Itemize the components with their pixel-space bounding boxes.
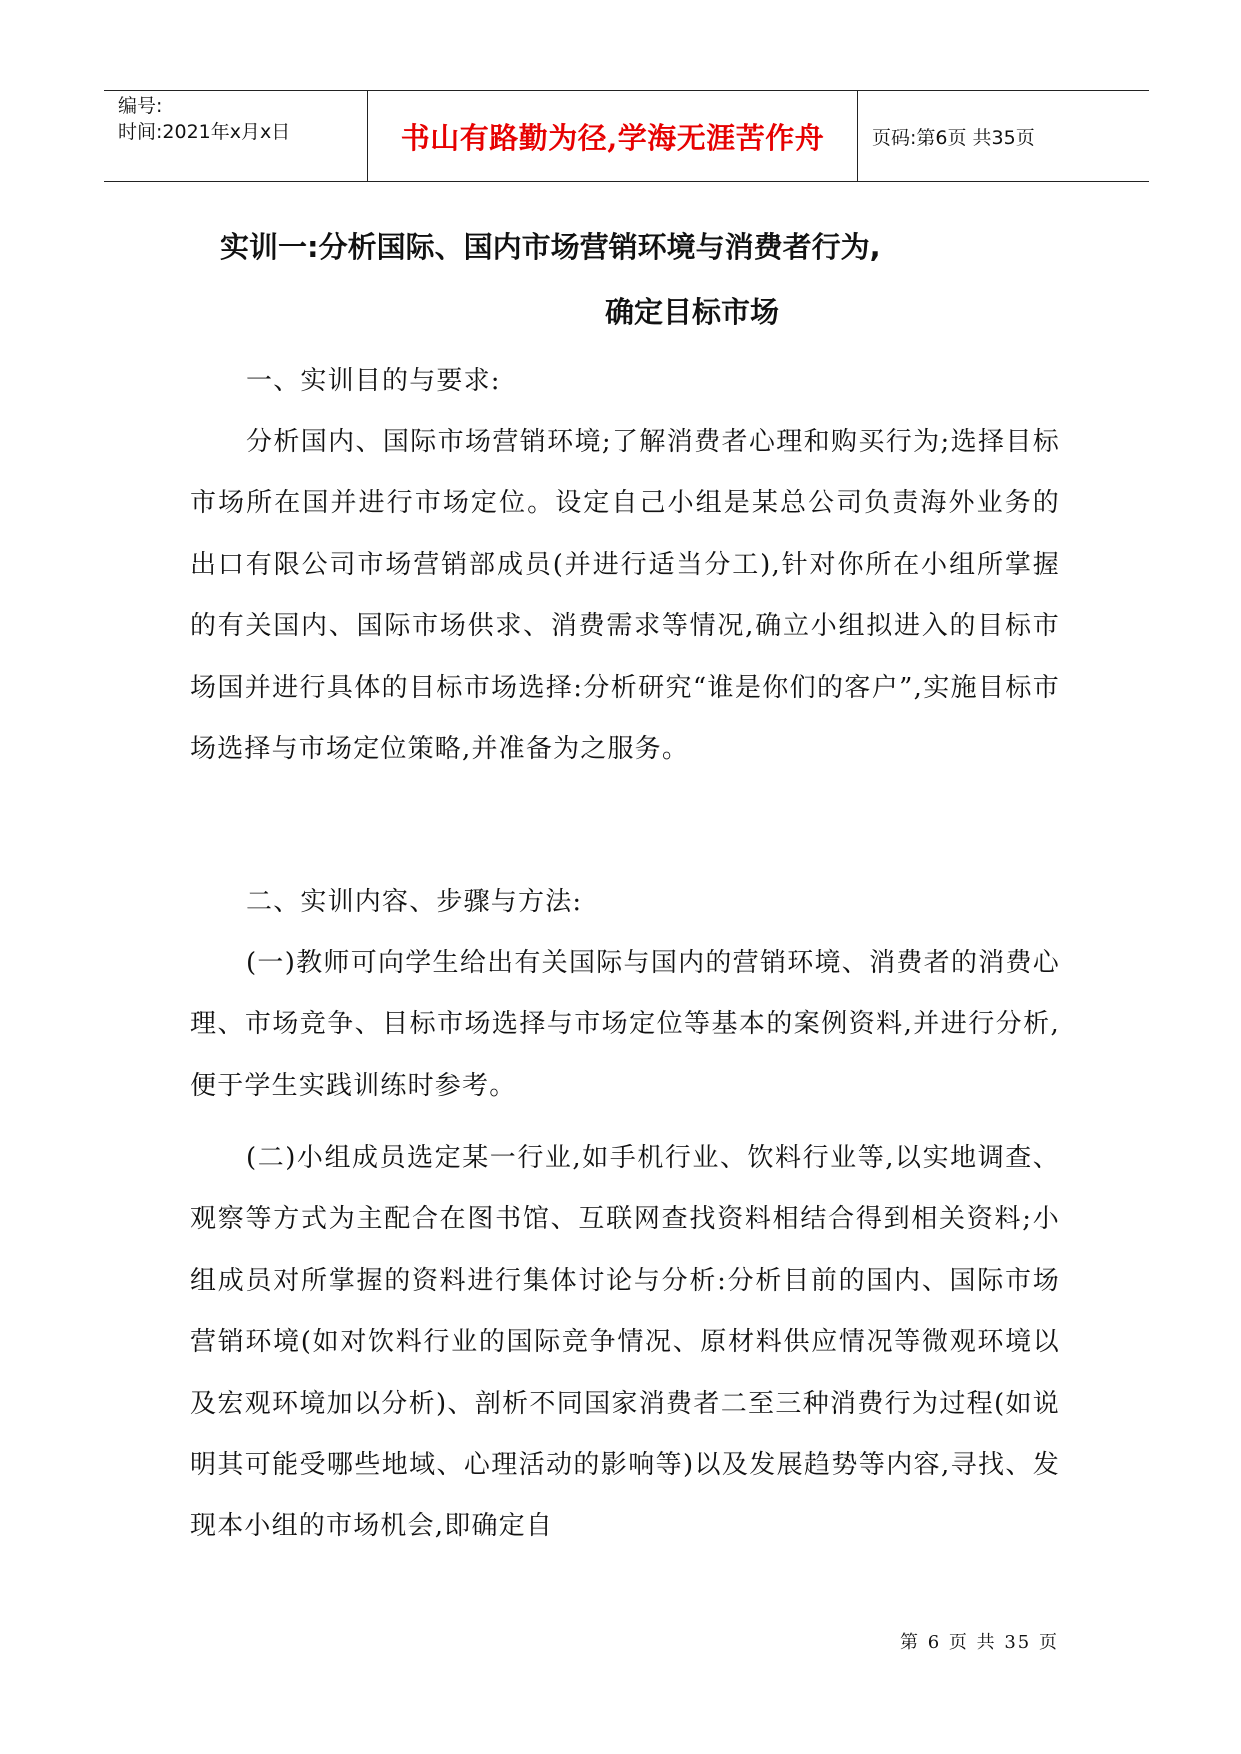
document-title-line1: 实训一:分析国际、国内市场营销环境与消费者行为, xyxy=(220,230,881,264)
paragraph: (二)小组成员选定某一行业,如手机行业、饮料行业等,以实地调查、观察等方式为主配合在图书馆、互联网查找资料相结合得到相关资料;小组成员对所掌握的资料进行集体讨论与分析:分析目前的国内、国际市场营销环境(如对饮料行业的国际竞争情况、原材料供应情况等微观环境以及宏观环境加以分析)、剖析不同国家消费者二至三种消费行为过程(如说明其可能受哪些地域、心理活动的影响等)以及发展趋势等内容,寻找、发现本小组的市场机会,即确定自 xyxy=(190,1143,1060,1542)
header-page-info: 页码:第6页 共35页 xyxy=(872,126,1035,149)
paragraph: 一、实训目的与要求: xyxy=(246,366,501,396)
body-block-step2 xyxy=(190,1128,1060,1558)
number-label: 编号: xyxy=(118,95,163,117)
body-block-objectives xyxy=(190,412,1060,780)
section-heading-objectives xyxy=(190,351,1060,412)
document-header xyxy=(104,90,1149,182)
paragraph: 分析国内、国际市场营销环境;了解消费者心理和购买行为;选择目标市场所在国并进行市场定位。设定自己小组是某总公司负责海外业务的出口有限公司市场营销部成员(并进行适当分工),针对你所在小组所掌握的有关国内、国际市场供求、消费需求等情况,确立小组拟进入的目标市场国并进行具体的目标市场选择:分析研究“谁是你们的客户”,实施目标市场选择与市场定位策略,并准备为之服务。 xyxy=(190,427,1060,765)
time-label: 时间:2021年x月x日 xyxy=(118,121,291,143)
page-footer: 第 6 页 共 35 页 xyxy=(900,1632,1059,1653)
document-title-line2: 确定目标市场 xyxy=(605,295,780,329)
paragraph: 二、实训内容、步骤与方法: xyxy=(246,887,583,917)
header-meta xyxy=(104,91,368,181)
header-motto: 书山有路勤为径,学海无涯苦作舟 xyxy=(368,91,858,181)
section-heading-content xyxy=(190,872,1060,933)
body-block-step1 xyxy=(190,933,1060,1117)
paragraph: (一)教师可向学生给出有关国际与国内的营销环境、消费者的消费心理、市场竞争、目标市场选择与市场定位等基本的案例资料,并进行分析,便于学生实践训练时参考。 xyxy=(190,948,1060,1101)
